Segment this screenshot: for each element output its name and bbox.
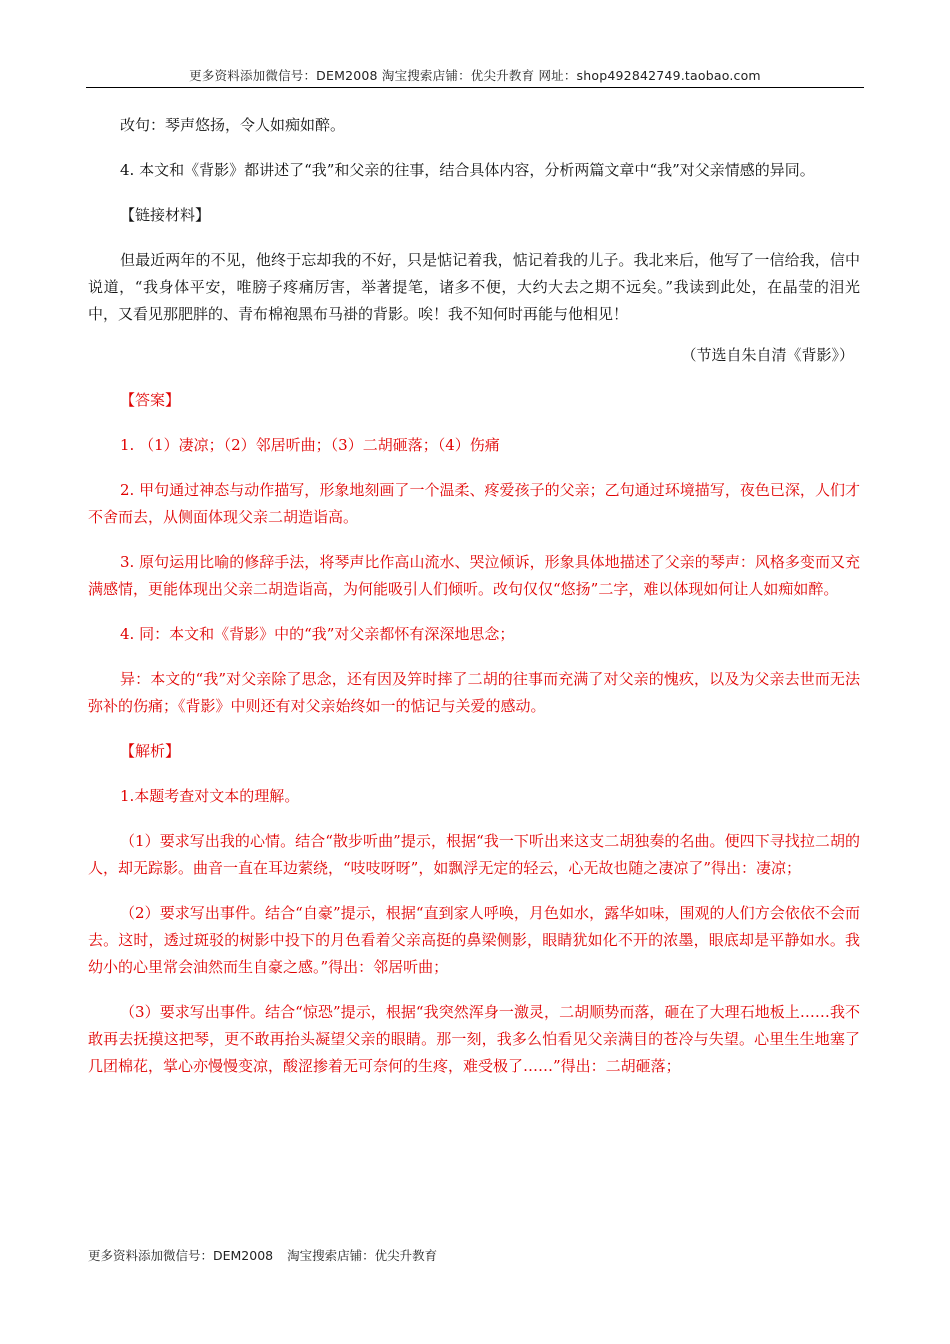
link-material-source: （节选自朱自清《背影》）: [681, 346, 854, 364]
footer-wechat: 更多资料添加微信号：DEM2008: [88, 1248, 274, 1263]
answer-1: 1. （1）凄凉；（2）邻居听曲；（3）二胡砸落；（4）伤痛: [120, 436, 500, 454]
rewrite-sentence: 改句：琴声悠扬，令人如痴如醉。: [120, 116, 346, 134]
page-header: 更多资料添加微信号：DEM2008 淘宝搜索店铺：优尖升教育 网址：shop492842749.taobao.com: [189, 68, 761, 83]
analysis-1-3: （3）要求写出事件。结合“惊恐”提示，根据“我突然浑身一激灵，二胡顺势而落，砸在了大理石地板上……我不敢再去抚摸这把琴，更不敢再抬头凝望父亲的眼睛。那一刻，我多么怕看见父亲满目的苍冷与失望。心里生生地塞了几团棉花，掌心亦慢慢变凉，酸涩掺着无可奈何的生疼，难受极了……”得出：二胡砸落；: [88, 1003, 860, 1075]
answer-2: 2. 甲句通过神态与动作描写，形象地刻画了一个温柔、疼爱孩子的父亲；乙句通过环境描写，夜色已深，人们才不舍而去，从侧面体现父亲二胡造诣高。: [88, 481, 860, 526]
document-body: [88, 112, 860, 1098]
header-divider: [86, 87, 864, 88]
link-material-title: 【链接材料】: [120, 206, 211, 224]
link-material-text: 但最近两年的不见，他终于忘却我的不好，只是惦记着我，惦记着我的儿子。我北来后，他写了一信给我，信中说道，“我身体平安，唯膀子疼痛厉害，举著提笔，诸多不便，大约大去之期不远矣。”我读到此处，在晶莹的泪光中，又看见那肥胖的、青布棉袍黑布马褂的背影。唉！我不知何时再能与他相见！: [88, 251, 860, 323]
analysis-1-1: （1）要求写出我的心情。结合“散步听曲”提示，根据“我一下听出来这支二胡独奏的名曲。便四下寻找拉二胡的人，却无踪影。曲音一直在耳边萦绕，“吱吱呀呀”，如飘浮无定的轻云，心无故也随之凄凉了”得出：凄凉；: [88, 832, 860, 877]
page-footer: [88, 1246, 447, 1264]
answer-title: 【答案】: [120, 391, 181, 409]
analysis-1: 1.本题考查对文本的理解。: [120, 787, 300, 805]
analysis-title: 【解析】: [120, 742, 181, 760]
analysis-1-2: （2）要求写出事件。结合“自豪”提示，根据“直到家人呼唤，月色如水，露华如味，围观的人们方会依依不会而去。这时，透过斑驳的树影中投下的月色看着父亲高挺的鼻梁侧影，眼睛犹如化不开的浓墨，眼底却是平静如水。我幼小的心里常会油然而生自豪之感。”得出：邻居听曲；: [88, 904, 860, 976]
question-4: 4. 本文和《背影》都讲述了“我”和父亲的往事，结合具体内容，分析两篇文章中“我”对父亲情感的异同。: [120, 161, 815, 179]
footer-shop: 淘宝搜索店铺：优尖升教育: [287, 1248, 438, 1263]
answer-4-same: 4. 同：本文和《背影》中的“我”对父亲都怀有深深地思念；: [120, 625, 515, 643]
answer-3: 3. 原句运用比喻的修辞手法，将琴声比作高山流水、哭泣倾诉，形象具体地描述了父亲的琴声：风格多变而又充满感情，更能体现出父亲二胡造诣高，为何能吸引人们倾听。改句仅仅“悠扬”二字，难以体现如何让人如痴如醉。: [88, 553, 860, 598]
answer-4-diff: 异：本文的“我”对父亲除了思念，还有因及笄时摔了二胡的往事而充满了对父亲的愧疚，以及为父亲去世而无法弥补的伤痛；《背影》中则还有对父亲始终如一的惦记与关爱的感动。: [88, 670, 860, 715]
